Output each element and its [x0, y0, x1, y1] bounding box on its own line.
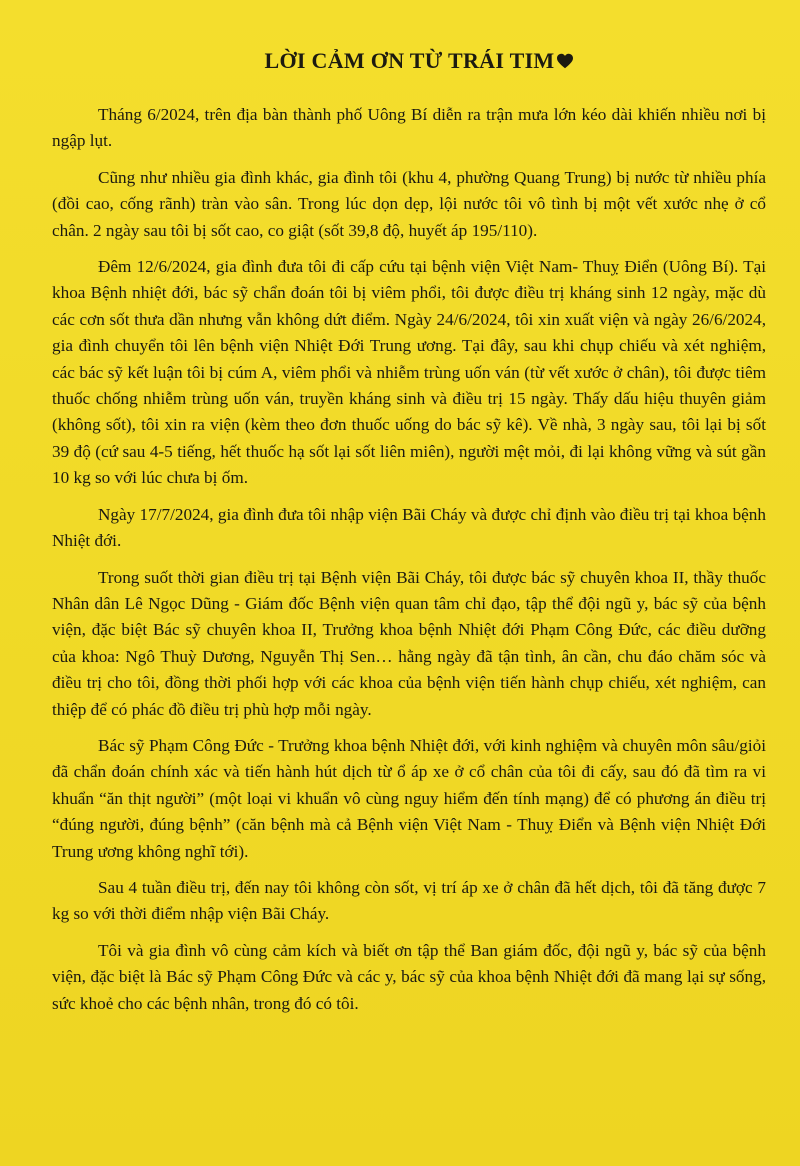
paragraph-1: Tháng 6/2024, trên địa bàn thành phố Uông Bí diễn ra trận mưa lớn kéo dài khiến nhiều nơi bị ngập lụt.: [52, 105, 766, 151]
letter-title: [52, 48, 766, 74]
heart-icon: [556, 53, 574, 69]
letter-title-text: LỜI CẢM ƠN TỪ TRÁI TIM: [264, 48, 555, 73]
paragraph-3: Đêm 12/6/2024, gia đình đưa tôi đi cấp cứu tại bệnh viện Việt Nam- Thuỵ Điển (Uông Bí). Tại khoa Bệnh nhiệt đới, bác sỹ chẩn đoán tôi bị viêm phổi, tôi được điều trị kháng sinh 12 ngày, mặc dù các cơn sốt thưa dần nhưng vẫn không dứt điểm. Ngày 24/6/2024, tôi xin xuất viện và ngày 26/6/2024, gia đình chuyển tôi lên bệnh viện Nhiệt Đới Trung ương. Tại đây, sau khi chụp chiếu và xét nghiệm, các bác sỹ kết luận tôi bị cúm A, viêm phổi và nhiễm trùng uốn ván (từ vết xước ở chân), tôi được tiêm thuốc chống nhiễm trùng uốn ván, truyền kháng sinh và điều trị 15 ngày. Thấy dấu hiệu thuyên giảm (không sốt), tôi xin ra viện (kèm theo đơn thuốc uống do bác sỹ kê). Về nhà, 3 ngày sau, tôi lại bị sốt 39 độ (cứ sau 4-5 tiếng, hết thuốc hạ sốt lại sốt liên miên), người mệt mỏi, đi lại không vững và sút gần 10 kg so với lúc chưa bị ốm.: [52, 257, 766, 488]
paragraph-7: Sau 4 tuần điều trị, đến nay tôi không còn sốt, vị trí áp xe ở chân đã hết dịch, tôi đã tăng được 7 kg so với thời điểm nhập viện Bãi Cháy.: [52, 877, 766, 924]
paragraph-8: Tôi và gia đình vô cùng cảm kích và biết ơn tập thể Ban giám đốc, đội ngũ y, bác sỹ của bệnh viện, đặc biệt là Bác sỹ Phạm Công Đức và các y, bác sỹ của khoa bệnh Nhiệt đới đã mang lại sự sống, sức khoẻ cho các bệnh nhân, trong đó có tôi.: [52, 940, 766, 1013]
paragraph-6: Bác sỹ Phạm Công Đức - Trưởng khoa bệnh Nhiệt đới, với kinh nghiệm và chuyên môn sâu/giỏi đã chẩn đoán chính xác và tiến hành hút dịch từ ổ áp xe ở cổ chân của tôi đi cấy, sau đó đã tìm ra vi khuẩn “ăn thịt người” (một loại vi khuẩn vô cùng nguy hiểm đến tính mạng) để có phương án điều trị “đúng người, đúng bệnh” (căn bệnh mà cả Bệnh viện Việt Nam - Thuỵ Điển và Bệnh viện Nhiệt Đới Trung ương không nghĩ tới).: [52, 735, 766, 861]
paragraph-5: Trong suốt thời gian điều trị tại Bệnh viện Bãi Cháy, tôi được bác sỹ chuyên khoa II, thầy thuốc Nhân dân Lê Ngọc Dũng - Giám đốc Bệnh viện quan tâm chỉ đạo, tập thể đội ngũ y, bác sỹ của bệnh viện, đặc biệt Bác sỹ chuyên khoa II, Trưởng khoa bệnh Nhiệt đới Phạm Công Đức, các điều dưỡng của khoa: Ngô Thuỳ Dương, Nguyễn Thị Sen… hằng ngày đã tận tình, ân cần, chu đáo chăm sóc và điều trị cho tôi, đồng thời phối hợp với các khoa của bệnh viện tiến hành chụp chiếu, xét nghiệm, can thiệp để có phác đồ điều trị phù hợp mỗi ngày.: [52, 567, 766, 719]
paragraph-4: Ngày 17/7/2024, gia đình đưa tôi nhập viện Bãi Cháy và được chỉ định vào điều trị tại khoa bệnh Nhiệt đới.: [52, 504, 766, 551]
paragraph-2: Cũng như nhiều gia đình khác, gia đình tôi (khu 4, phường Quang Trung) bị nước từ nhiều phía (đồi cao, cống rãnh) tràn vào sân. Trong lúc dọn dẹp, lội nước tôi vô tình bị một vết xước nhẹ ở cổ chân. 2 ngày sau tôi bị sốt cao, co giật (sốt 39,8 độ, huyết áp 195/110).: [52, 167, 766, 240]
